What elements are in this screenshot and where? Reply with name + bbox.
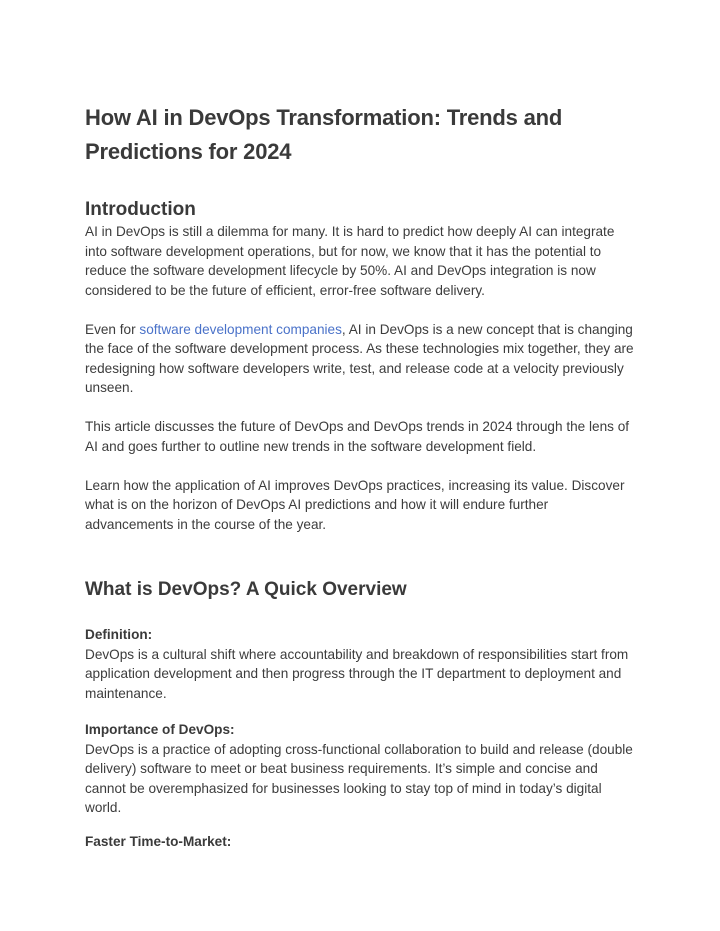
faster-time-to-market-label: Faster Time-to-Market: bbox=[85, 833, 232, 849]
intro-paragraph-3: This article discusses the future of DevOps and DevOps trends in 2024 through the lens of AI and goes further to outline new trends in the software development field. bbox=[85, 419, 630, 454]
intro-paragraph-2 bbox=[85, 320, 640, 398]
definition-label: Definition: bbox=[85, 627, 153, 642]
intro-paragraph-1: AI in DevOps is still a dilemma for many. It is hard to predict how deeply AI can integrate into software development operations, but for now, we know that it has the potential to reduce the software development lifecycle by 50%. AI and DevOps integration is now considered to be the future of efficient, error-free software delivery. bbox=[85, 224, 615, 298]
document-page bbox=[85, 101, 640, 851]
intro-paragraph-2-start: Even for bbox=[85, 321, 140, 337]
intro-paragraph-4: Learn how the application of AI improves DevOps practices, increasing its value. Discover what is on the horizon of DevOps AI predictions and how it will endure further advancements in the course of the year. bbox=[85, 477, 625, 532]
article-title: How AI in DevOps Transformation: Trends and Predictions for 2024 bbox=[85, 105, 563, 164]
intro-heading: Introduction bbox=[85, 199, 196, 220]
importance-label: Importance of DevOps: bbox=[85, 722, 235, 737]
definition-text: DevOps is a cultural shift where accountability and breakdown of responsibilities start from application development and then progress through the IT department to deployment and maintenance. bbox=[85, 646, 629, 701]
importance-text: DevOps is a practice of adopting cross-functional collaboration to build and release (double delivery) software to meet or beat business requirements. It’s simple and concise and cannot be overemphasized for businesses looking to stay top of mind in today’s digital world. bbox=[85, 741, 633, 815]
software-development-companies-link[interactable]: software development companies bbox=[139, 321, 342, 337]
overview-heading: What is DevOps? A Quick Overview bbox=[85, 579, 407, 600]
intro-paragraph-2-end: , AI in DevOps is a new concept that is changing the face of the software development process. As these technologies mix together, they are redesigning how software developers write, test, and release code at a velocity previously unseen. bbox=[85, 321, 634, 395]
